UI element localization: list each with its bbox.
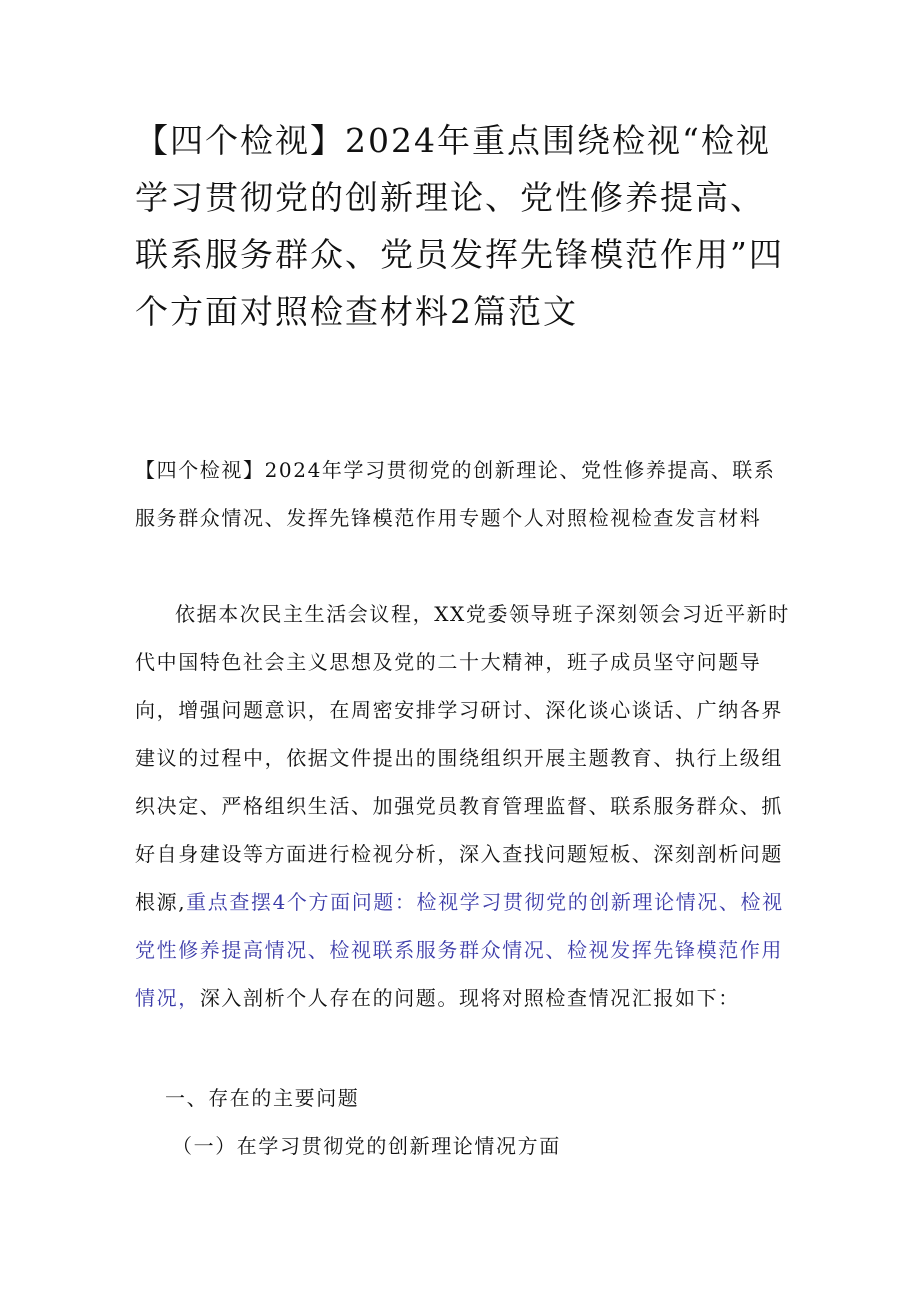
intro-paragraph (135, 590, 795, 1022)
intro-highlight-text: 重点查摆4个方面问题：检视学习贯彻党的创新理论情况、检视党性修养提高情况、检视联系服务群众情况、检视发挥先锋模范作用情况， (135, 890, 784, 1010)
intro-text-part2: 深入剖析个人存在的问题。现将对照检查情况汇报如下： (199, 986, 740, 1010)
subsection-heading: （一）在学习贯彻党的创新理论情况方面 (172, 1134, 561, 1158)
intro-text-part1: 依据本次民主生活会议程，XX党委领导班子深刻领会习近平新时代中国特色社会主义思想及党的二十大精神，班子成员坚守问题导向，增强问题意识，在周密安排学习研讨、深化谈心谈话、广纳各界建议的过程中，依据文件提出的围绕组织开展主题教育、执行上级组织决定、严格组织生活、加强党员教育管理监督、联系服务群众、抓好自身建设等方面进行检视分析，深入查找问题短板、深刻剖析问题根源, (135, 602, 790, 914)
document-subtitle: 【四个检视】2024年学习贯彻党的创新理论、党性修养提高、联系服务群众情况、发挥先锋模范作用专题个人对照检视检查发言材料 (135, 458, 776, 530)
section-heading: 一、存在的主要问题 (165, 1086, 360, 1110)
document-title: 【四个检视】2024年重点围绕检视“检视学习贯彻党的创新理论、党性修养提高、联系服务群众、党员发挥先锋模范作用”四个方面对照检查材料2篇范文 (135, 121, 784, 331)
